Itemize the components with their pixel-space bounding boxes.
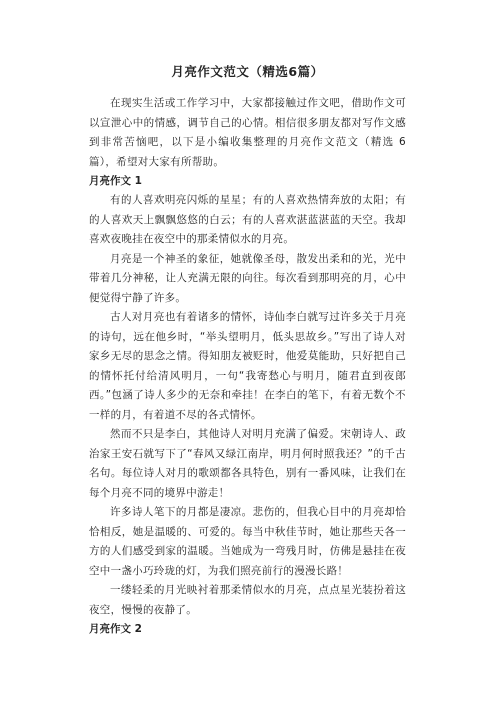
document-page <box>89 64 406 639</box>
section-heading-2: 月亮作文 2 <box>89 623 142 635</box>
section-1-paragraph-5: 许多诗人笔下的月都是凄凉。悲伤的，但我心目中的月亮却恰恰相反，她是温暖的、可爱的。每当中秋佳节时，她让那些天各一方的人们感受到家的温暖。当她成为一弯残月时，仿佛是悬挂在夜空中一盏小巧玲珑的灯，为我们照亮前行的漫漫长路！ <box>89 506 406 577</box>
section-1-paragraph-4: 然而不只是李白，其他诗人对明月充满了偏爱。宋朝诗人、政治家王安石就写下了“春风又绿江南岸，明月何时照我还？”的千古名句。每位诗人对月的歌颂都各具特色，别有一番风味，让我们在每个月亮不同的境界中游走！ <box>89 428 406 499</box>
page-title: 月亮作文范文（精选6篇） <box>171 64 324 79</box>
section-1-paragraph-6: 一缕轻柔的月光映衬着那柔情似水的月亮，点点星光装扮着这夜空，慢慢的夜静了。 <box>89 584 406 616</box>
section-1-paragraph-2: 月亮是一个神圣的象征，她就像圣母，散发出柔和的光，光中带着几分神秘，让人充满无限的向往。每次看到那明亮的月，心中便觉得宁静了许多。 <box>89 252 406 304</box>
intro-paragraph: 在现实生活或工作学习中，大家都接触过作文吧，借助作文可以宣泄心中的情感，调节自己的心情。相信很多朋友都对写作文感到非常苦恼吧，以下是小编收集整理的月亮作文范文（精选 6 篇），希望对大家有所帮助。 <box>89 97 406 168</box>
section-heading-1: 月亮作文 1 <box>89 175 142 187</box>
section-1-paragraph-3: 古人对月亮也有着诸多的情怀，诗仙李白就写过许多关于月亮的诗句，远在他乡时，“举头望明月，低头思故乡。”写出了诗人对家乡无尽的思念之情。得知朋友被贬时，他爱莫能助，只好把自己的情怀托付给清风明月，一句“我寄愁心与明月，随君直到夜郎西。”包涵了诗人多少的无奈和牵挂！在李白的笔下，有着无数个不一样的月，有着道不尽的各式情怀。 <box>89 311 406 421</box>
section-1-paragraph-1: 有的人喜欢明亮闪烁的星星；有的人喜欢热情奔放的太阳；有的人喜欢天上飘飘悠悠的白云；有的人喜欢湛蓝湛蓝的天空。我却喜欢夜晚挂在夜空中的那柔情似水的月亮。 <box>89 194 406 245</box>
